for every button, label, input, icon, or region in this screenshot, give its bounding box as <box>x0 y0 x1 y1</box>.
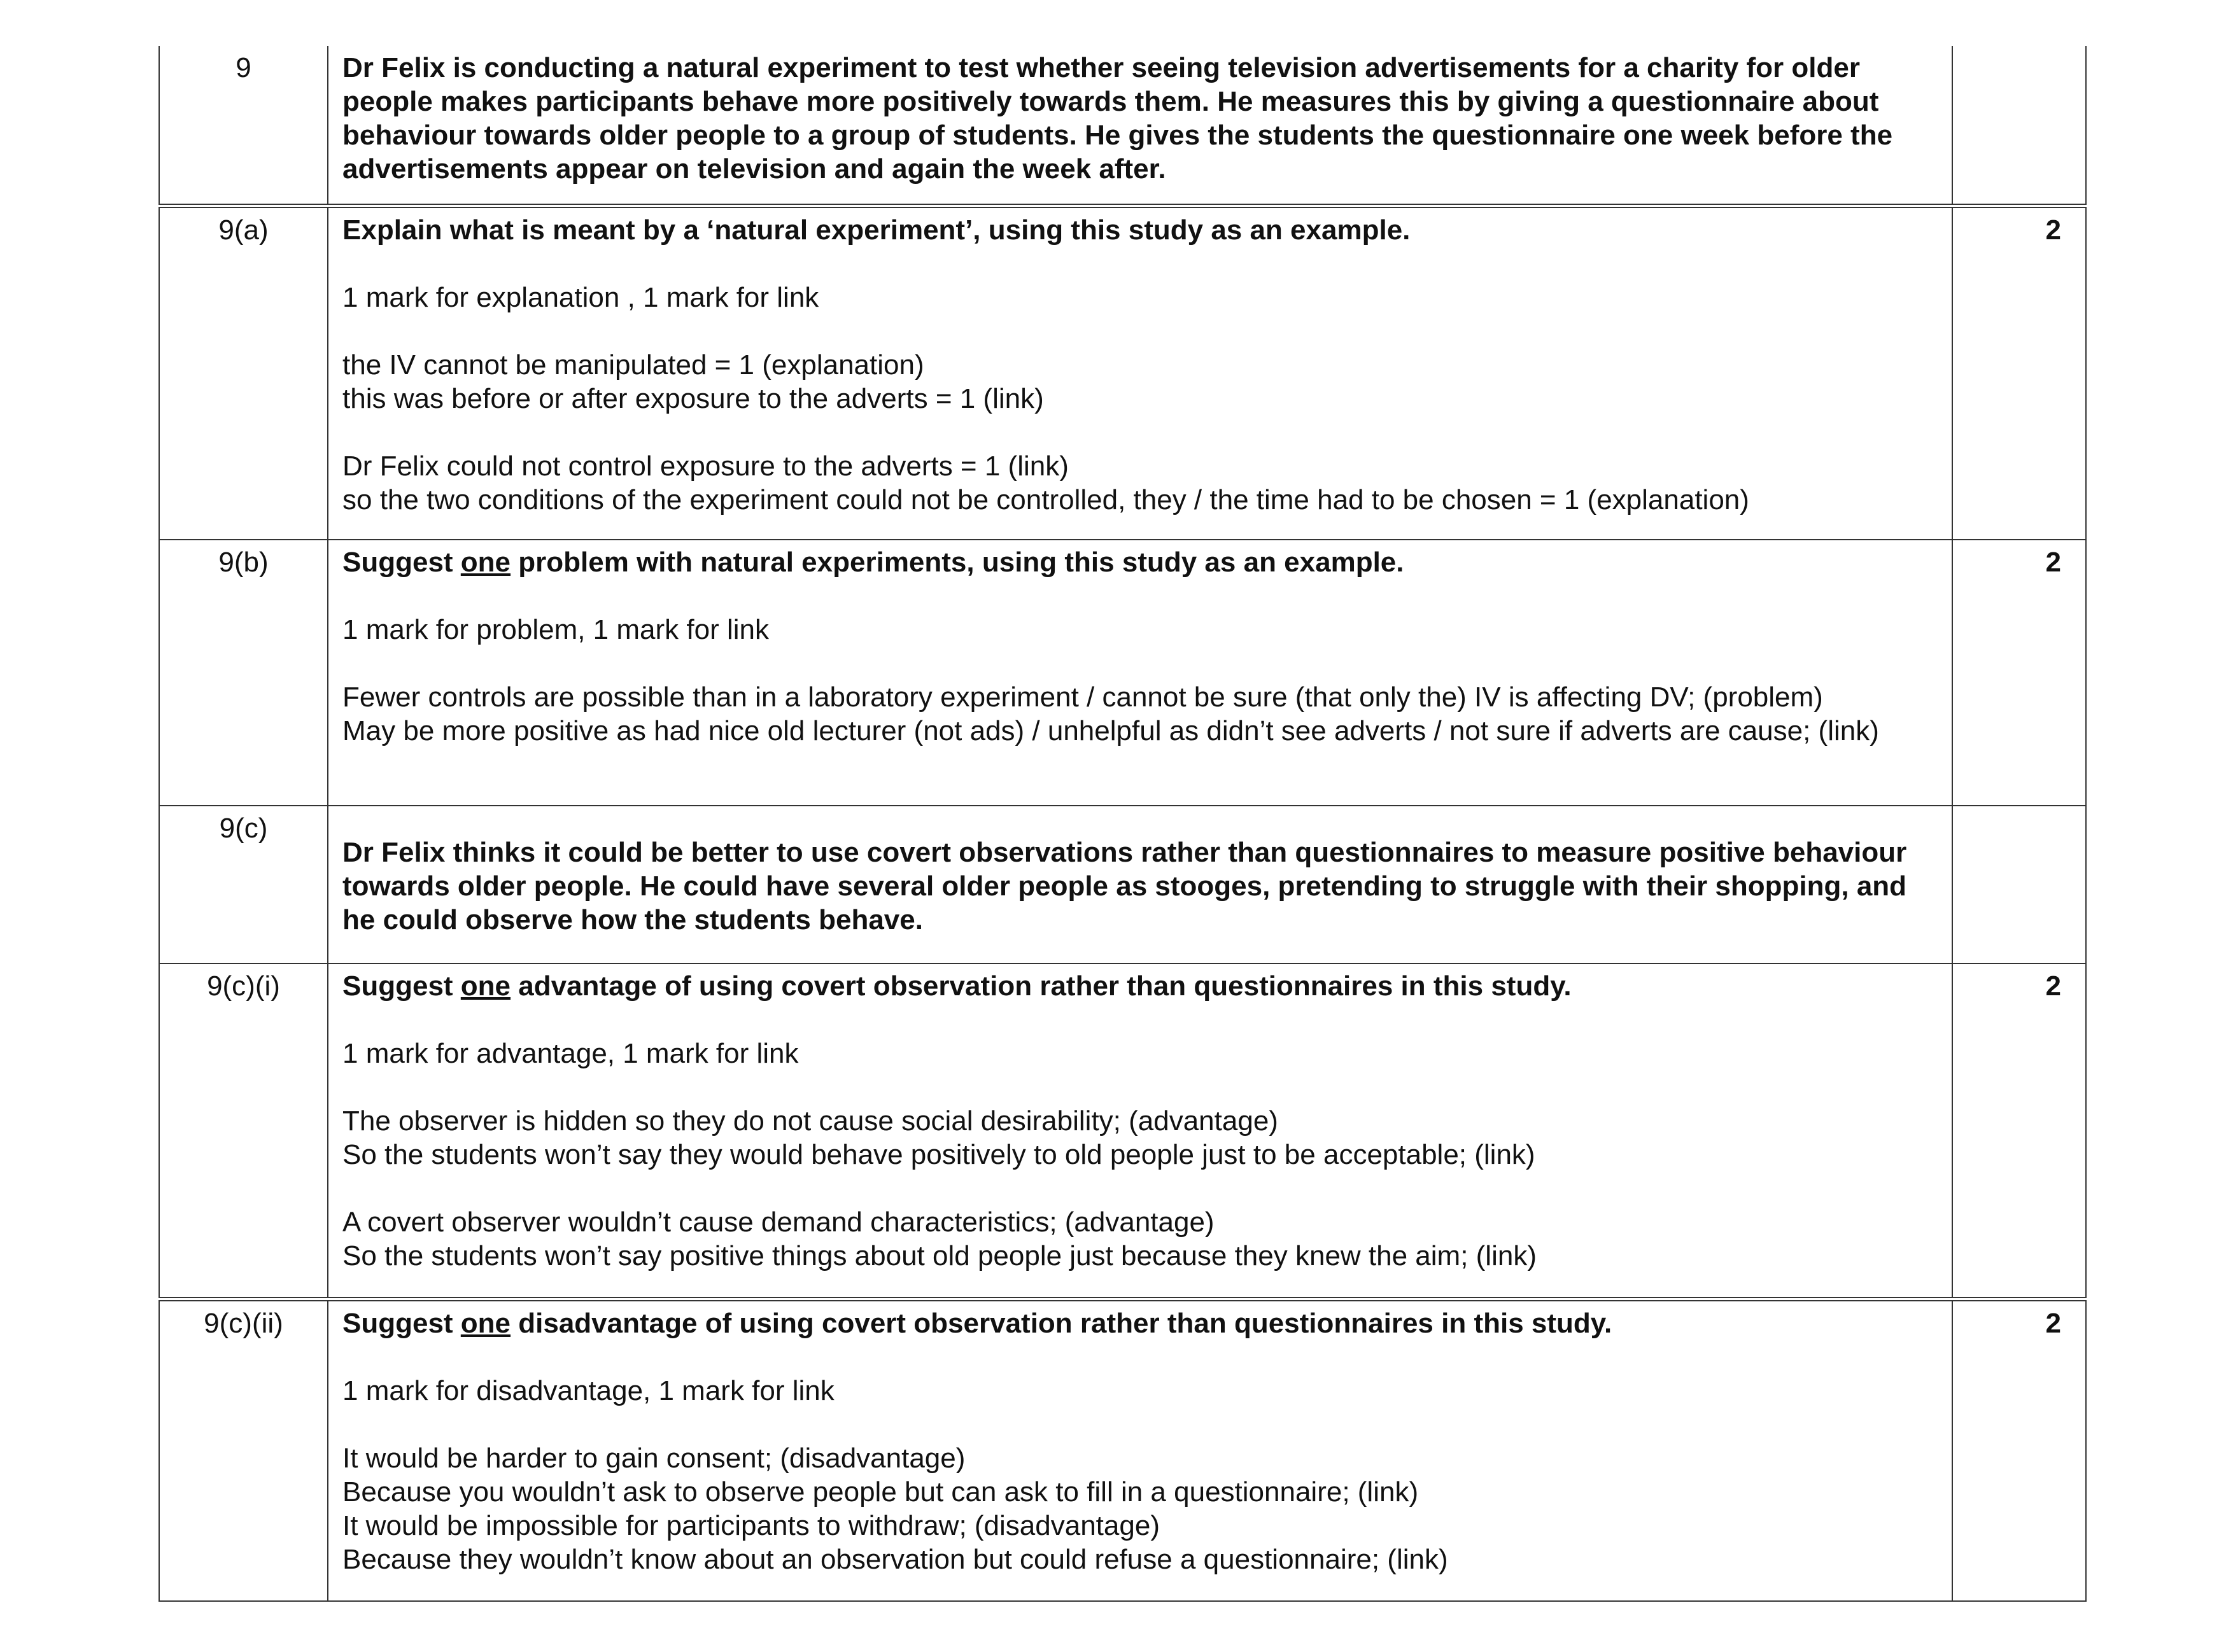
question-stem: Dr Felix is conducting a natural experiment to test whether seeing television advertisements for a charity for older people makes participants behave more positively towards them. He measures this by giving a questionnaire about behaviour towards older people to a group of students. He gives the students the questionnaire one week before the advertisements appear on television and again the week after. <box>342 52 1893 185</box>
answer-line: It would be harder to gain consent; (disadvantage) <box>342 1442 966 1474</box>
marks-cell <box>1952 806 2086 963</box>
answer-line: It would be impossible for participants to withdraw; (disadvantage) <box>342 1509 1160 1541</box>
question-stem-cell <box>328 46 1952 206</box>
answer-line: So the students won’t say they would behave positively to old people just to be acceptable; (link) <box>342 1139 1535 1170</box>
marks-cell <box>1952 46 2086 206</box>
table-row <box>159 806 2086 963</box>
question-text <box>342 545 1938 579</box>
question-stem-cell <box>328 806 1952 963</box>
table-row <box>159 1299 2086 1601</box>
question-text-end: problem with natural experiments, using this study as an example. <box>511 547 1404 578</box>
answer-line: So the students won’t say positive things about old people just because they knew the aim; (link) <box>342 1240 1537 1271</box>
question-emphasis: one <box>460 547 511 578</box>
table-row <box>159 206 2086 540</box>
mark-scheme-table <box>158 46 2087 1602</box>
question-text: Explain what is meant by a ‘natural experiment’, using this study as an example. <box>342 214 1411 246</box>
marks-cell: 2 <box>1952 540 2086 806</box>
question-text-end: advantage of using covert observation rather than questionnaires in this study. <box>511 970 1572 1002</box>
question-emphasis: one <box>460 970 511 1002</box>
answer-line: so the two conditions of the experiment could not be controlled, they / the time had to be chosen = 1 (explanation) <box>342 484 1749 515</box>
table-row <box>159 46 2086 206</box>
question-number: 9(a) <box>159 206 328 540</box>
marks-cell: 2 <box>1952 1299 2086 1601</box>
question-text-start: Suggest <box>342 1307 461 1339</box>
answer-line: the IV cannot be manipulated = 1 (explanation) <box>342 349 924 381</box>
marks-cell: 2 <box>1952 963 2086 1299</box>
table-row <box>159 540 2086 806</box>
question-number: 9(c)(ii) <box>159 1299 328 1601</box>
answer-line: A covert observer wouldn’t cause demand characteristics; (advantage) <box>342 1207 1215 1238</box>
answer-cell <box>328 206 1952 540</box>
question-stem: Dr Felix thinks it could be better to use covert observations rather than questionnaires to measure positive behaviour towards older people. He could have several older people as stooges, pretending to struggle with their shopping, and he could observe how the students behave. <box>342 837 1907 935</box>
answer-line: May be more positive as had nice old lecturer (not ads) / unhelpful as didn’t see adverts / not sure if adverts are cause; (link) <box>342 715 1879 746</box>
answer-line: The observer is hidden so they do not cause social desirability; (advantage) <box>342 1105 1278 1137</box>
answer-line: Fewer controls are possible than in a laboratory experiment / cannot be sure (that only the) IV is affecting DV; (problem) <box>342 682 1823 713</box>
mark-guidance: 1 mark for advantage, 1 mark for link <box>342 1038 799 1069</box>
mark-guidance: 1 mark for problem, 1 mark for link <box>342 614 769 645</box>
answer-line: Because you wouldn’t ask to observe people but can ask to fill in a questionnaire; (link) <box>342 1476 1419 1508</box>
question-number: 9(c)(i) <box>159 963 328 1299</box>
answer-cell <box>328 540 1952 806</box>
answer-cell <box>328 1299 1952 1601</box>
question-number: 9(c) <box>159 806 328 963</box>
answer-line: Dr Felix could not control exposure to the adverts = 1 (link) <box>342 450 1069 482</box>
question-text <box>342 969 1938 1003</box>
marks-cell: 2 <box>1952 206 2086 540</box>
question-text-start: Suggest <box>342 547 461 578</box>
question-text-start: Suggest <box>342 970 461 1002</box>
question-number: 9(b) <box>159 540 328 806</box>
question-text-end: disadvantage of using covert observation rather than questionnaires in this study. <box>511 1307 1612 1339</box>
question-number: 9 <box>159 46 328 206</box>
answer-line: this was before or after exposure to the adverts = 1 (link) <box>342 382 1044 414</box>
mark-guidance: 1 mark for explanation , 1 mark for link <box>342 281 819 313</box>
question-text <box>342 1306 1938 1340</box>
answer-cell <box>328 963 1952 1299</box>
table-row <box>159 963 2086 1299</box>
question-emphasis: one <box>460 1307 511 1339</box>
mark-guidance: 1 mark for disadvantage, 1 mark for link <box>342 1375 835 1406</box>
answer-line: Because they wouldn’t know about an observation but could refuse a questionnaire; (link) <box>342 1543 1448 1575</box>
